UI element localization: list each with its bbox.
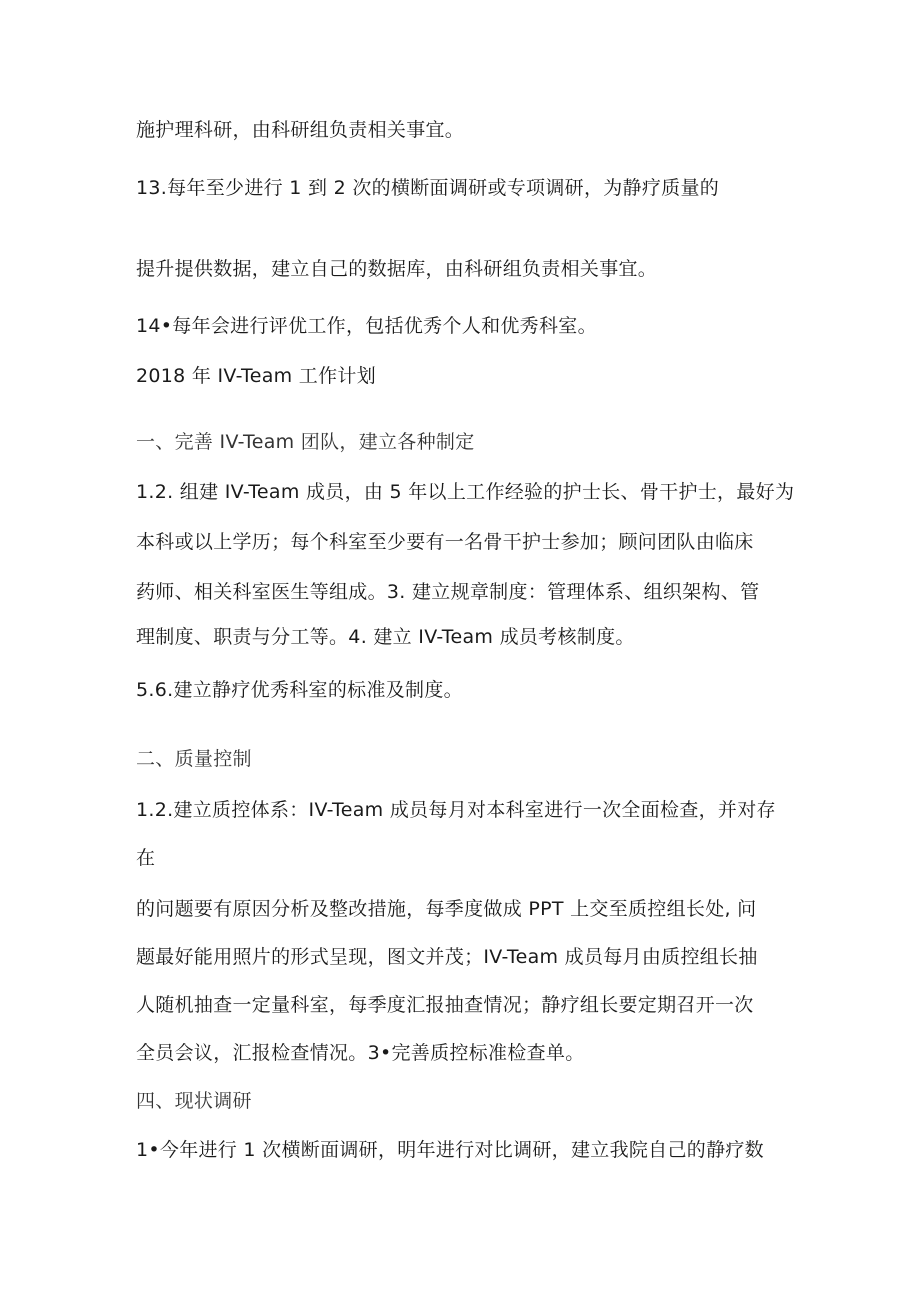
text-line-item-13: 13.每年至少进行 1 到 2 次的横断面调研或专项调研，为静疗质量的	[136, 177, 720, 199]
text-line-assessment: 理制度、职责与分工等。4. 建立 IV-Team 成员考核制度。	[136, 626, 635, 648]
text-line-research-duty: 施护理科研，由科研组负责相关事宜。	[136, 119, 465, 141]
heading-team-building: 一、完善 IV-Team 团队，建立各种制定	[136, 431, 475, 453]
text-line-cross-section: 1•今年进行 1 次横断面调研，明年进行对比调研，建立我院自己的静疗数	[136, 1139, 764, 1161]
text-line-excellent-dept: 5.6.建立静疗优秀科室的标准及制度。	[136, 679, 463, 701]
text-line-qc-photos: 题最好能用照片的形式呈现，图文并茂；IV-Team 成员每月由质控组长抽	[136, 946, 758, 968]
heading-status-research: 四、现状调研	[136, 1090, 252, 1112]
section-title-2018-plan: 2018 年 IV-Team 工作计划	[136, 365, 376, 387]
text-line-qc-random-check: 人随机抽查一定量科室，每季度汇报抽查情况；静疗组长要定期召开一次	[136, 994, 754, 1016]
text-line-qc-system: 1.2.建立质控体系：IV-Team 成员每月对本科室进行一次全面检查，并对存	[136, 799, 776, 821]
text-line-database: 提升提供数据，建立自己的数据库，由科研组负责相关事宜。	[136, 258, 658, 280]
text-line-members-cont: 本科或以上学历；每个科室至少要有一名骨干护士参加；顾问团队由临床	[136, 531, 754, 553]
text-line-qc-meeting: 全员会议，汇报检查情况。3•完善质控标准检查单。	[136, 1042, 585, 1064]
text-line-qc-system-wrap: 在	[136, 847, 156, 869]
text-line-members: 1.2. 组建 IV-Team 成员，由 5 年以上工作经验的护士长、骨干护士，最好为	[136, 481, 795, 503]
heading-quality-control: 二、质量控制	[136, 748, 252, 770]
text-line-regulations: 药师、相关科室医生等组成。3. 建立规章制度：管理体系、组织架构、管	[136, 581, 760, 603]
text-line-qc-analysis: 的问题要有原因分析及整改措施，每季度做成 PPT 上交至质控组长处, 问	[136, 898, 757, 920]
text-line-item-14: 14•每年会进行评优工作，包括优秀个人和优秀科室。	[136, 315, 597, 337]
